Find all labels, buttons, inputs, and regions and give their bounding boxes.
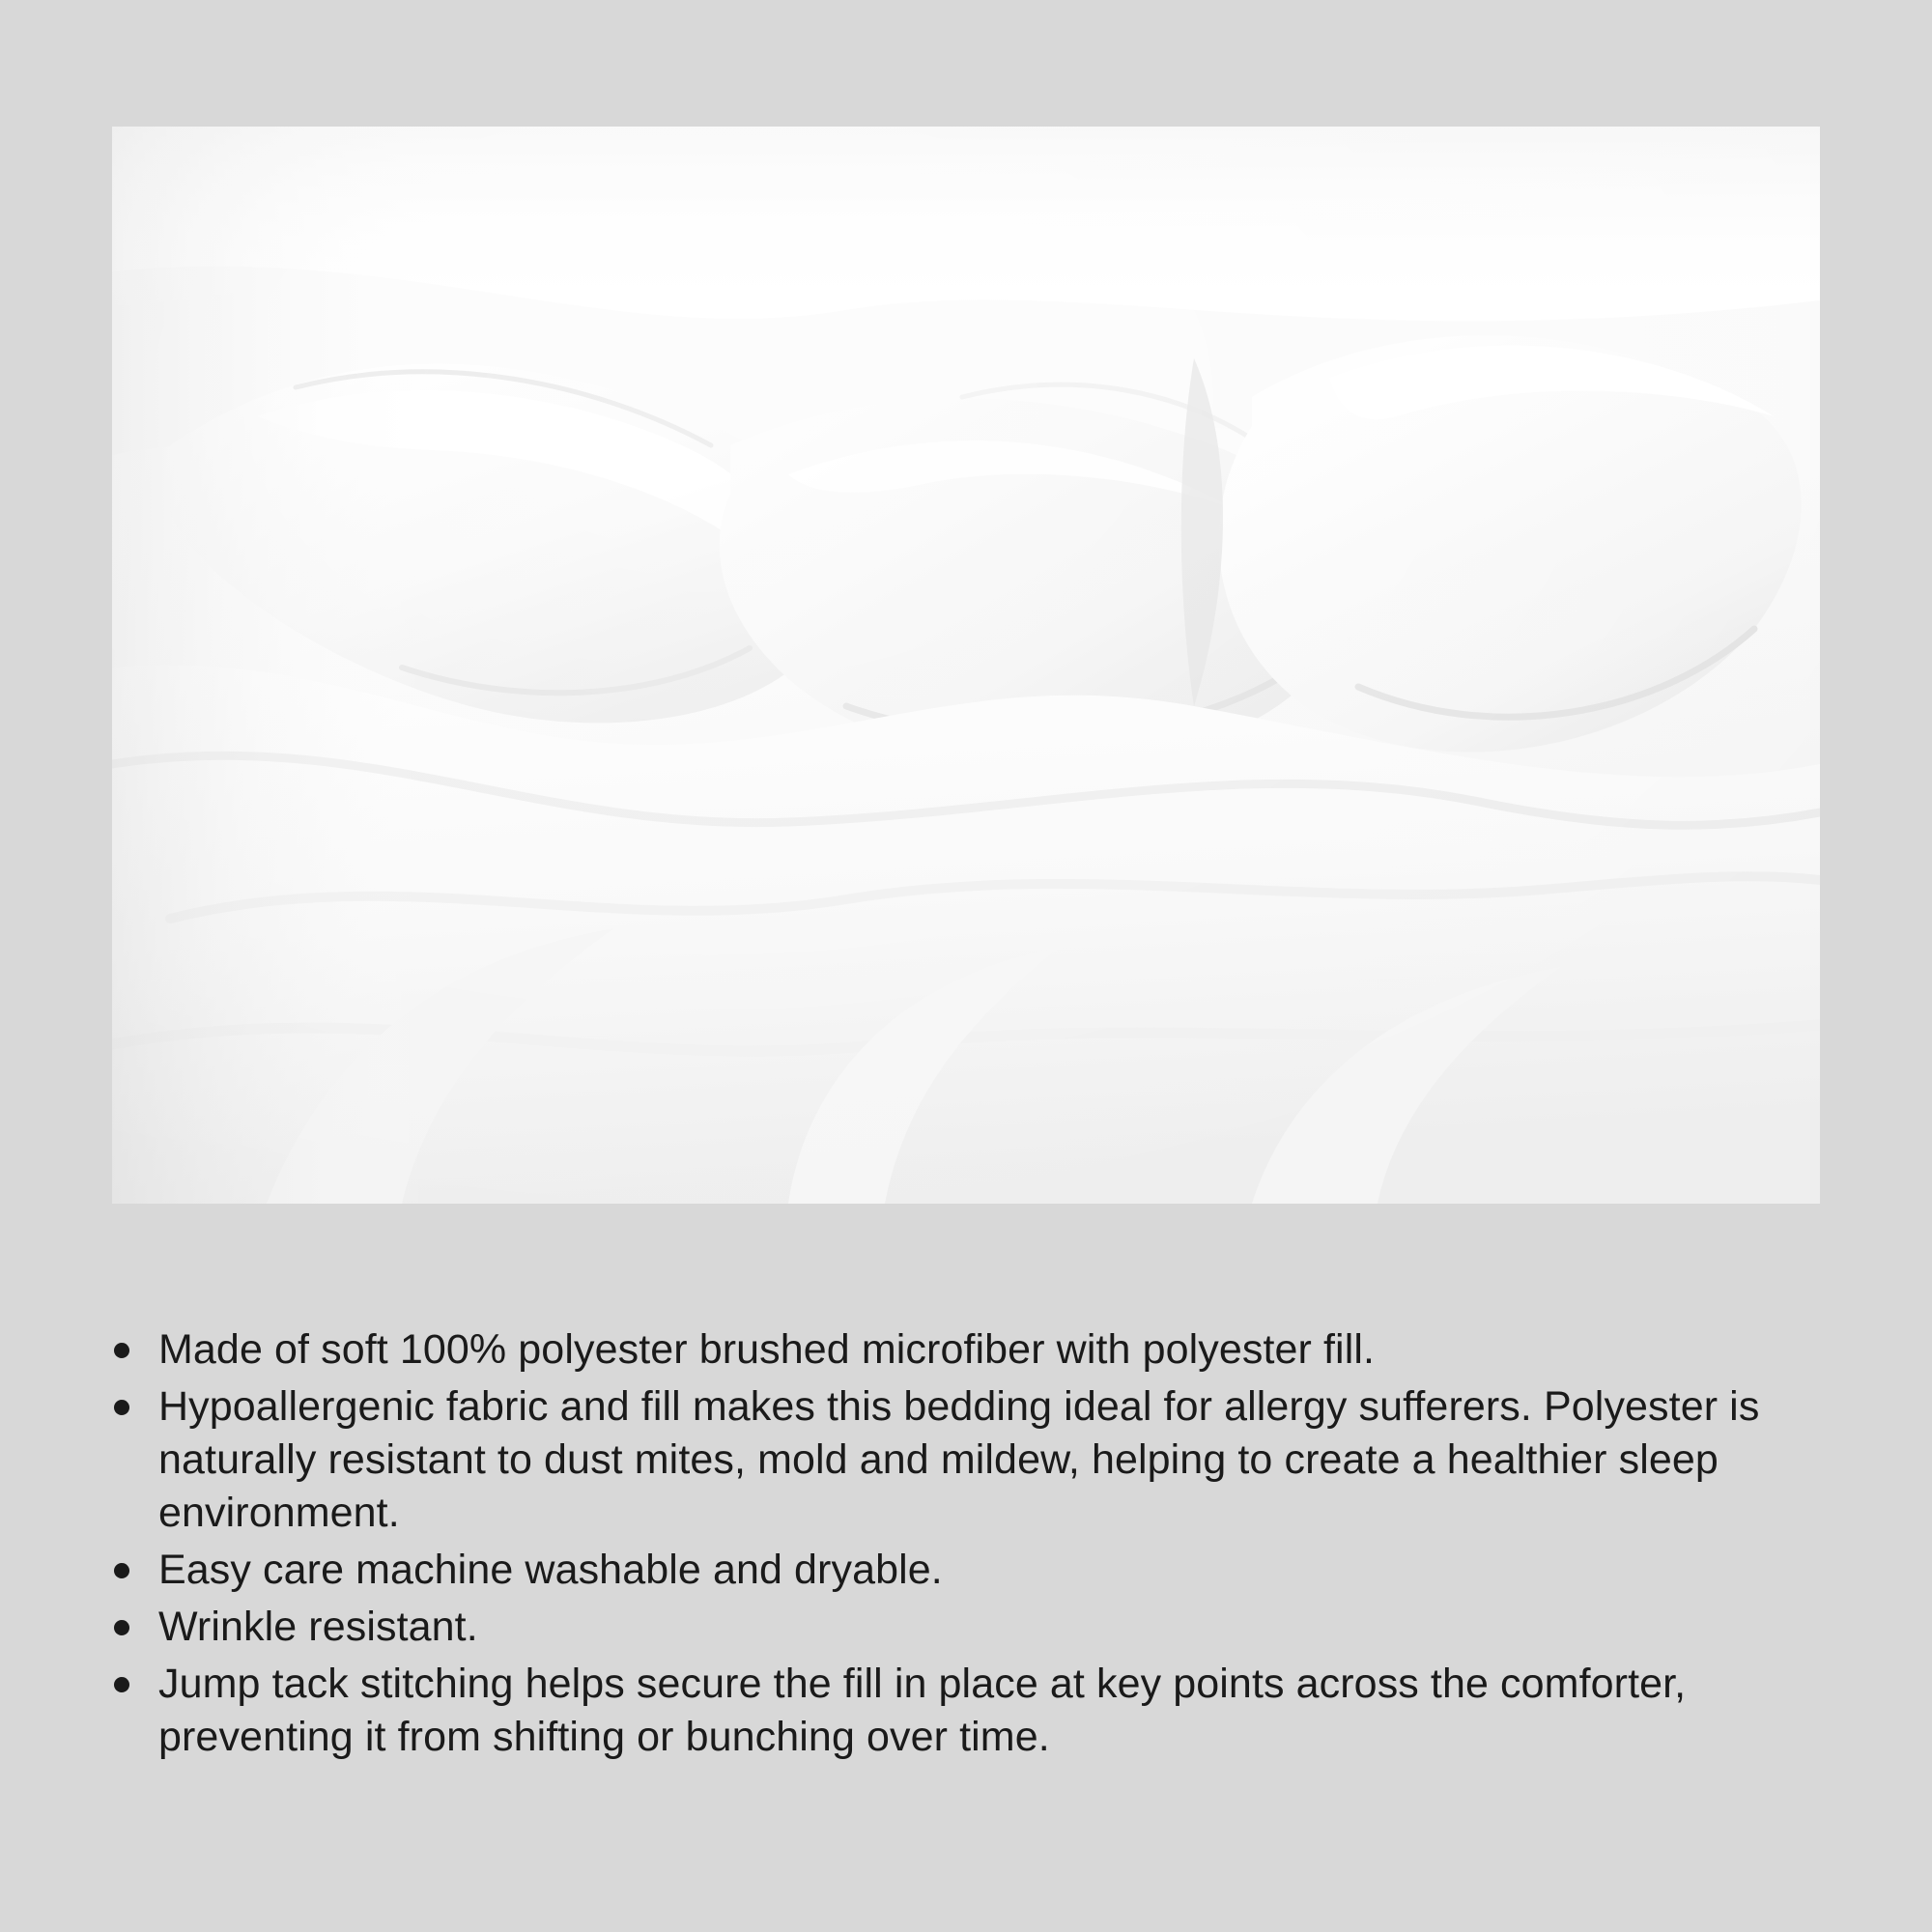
feature-text: Wrinkle resistant. [158,1604,478,1651]
list-item [114,1323,1833,1377]
bullet-icon [114,1380,158,1415]
list-item [114,1601,1833,1654]
bullet-icon [114,1601,158,1635]
feature-list [114,1323,1833,1768]
feature-text: Jump tack stitching helps secure the fill in place at key points across the comforter, preventing it from shifting or bunching over time. [158,1661,1687,1761]
list-item [114,1658,1833,1764]
list-item [114,1544,1833,1597]
feature-text: Hypoallergenic fabric and fill makes this bedding ideal for allergy sufferers. Polyester is naturally resistant to dust mites, mold and mildew, helping to create a healthier sleep environment. [158,1383,1760,1537]
bullet-icon [114,1544,158,1578]
feature-text: Made of soft 100% polyester brushed microfiber with polyester fill. [158,1326,1376,1373]
feature-text: Easy care machine washable and dryable. [158,1547,943,1594]
bullet-icon [114,1323,158,1358]
product-photo-illustration [112,127,1820,1204]
product-photo [112,127,1820,1204]
bullet-icon [114,1658,158,1692]
list-item [114,1380,1833,1540]
